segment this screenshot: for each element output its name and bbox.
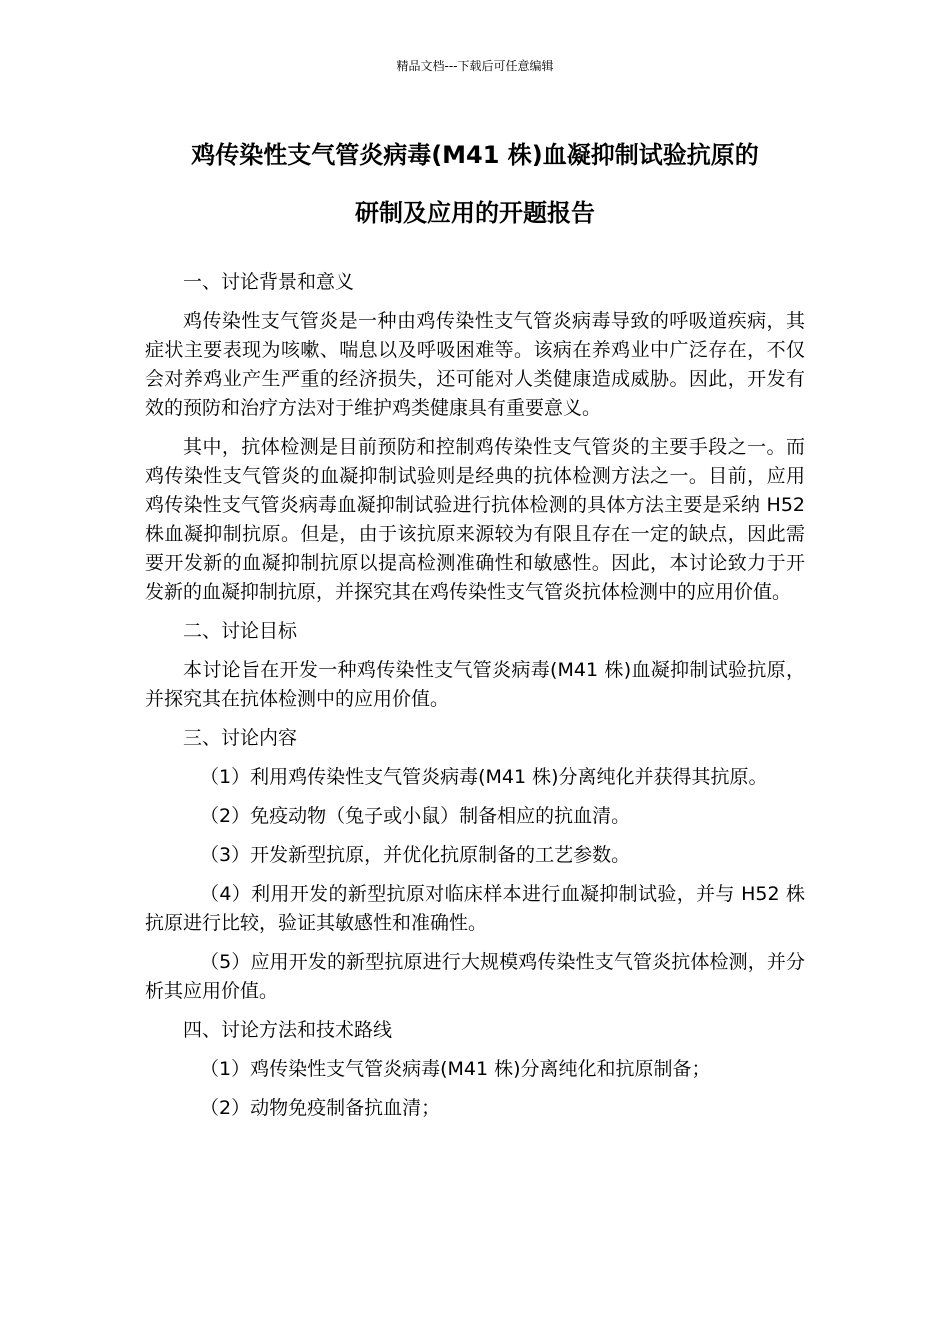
section-heading-content: 三、讨论内容 — [183, 727, 298, 749]
method-item: （1）鸡传染性支气管炎病毒(M41 株)分离纯化和抗原制备； — [200, 1058, 711, 1080]
paragraph-background-2: 其中，抗体检测是目前预防和控制鸡传染性支气管炎的主要手段之一。而鸡传染性支气管炎的血凝抑制试验则是经典的抗体检测方法之一。目前，应用鸡传染性支气管炎病毒血凝抑制试验进行抗体检测的具体方法主要是采纳 H52 株血凝抑制抗原。但是，由于该抗原来源较为有限且存在一定的缺点，因此需要开发新的血凝抑制抗原以提高检测准确性和敏感性。因此，本讨论致力于开发新的血凝抑制抗原，并探究其在鸡传染性支气管炎抗体检测中的应用价值。 — [145, 436, 805, 603]
section-heading-background: 一、讨论背景和意义 — [183, 271, 355, 293]
paragraph-background-1: 鸡传染性支气管炎是一种由鸡传染性支气管炎病毒导致的呼吸道疾病，其症状主要表现为咳嗽、喘息以及呼吸困难等。该病在养鸡业中广泛存在，不仅会对养鸡业产生严重的经济损失，还可能对人类健康造成威胁。因此，开发有效的预防和治疗方法对于维护鸡类健康具有重要意义。 — [145, 310, 805, 419]
paragraph-objective: 本讨论旨在开发一种鸡传染性支气管炎病毒(M41 株)血凝抑制试验抗原，并探究其在抗体检测中的应用价值。 — [145, 659, 805, 710]
method-item: （2）动物免疫制备抗血清； — [200, 1097, 441, 1119]
page-header-note: 精品文档---下载后可任意编辑 — [396, 59, 554, 73]
document-title-line-2: 研制及应用的开题报告 — [355, 199, 595, 227]
content-item: （3）开发新型抗原，并优化抗原制备的工艺参数。 — [200, 844, 631, 866]
content-item: （4）利用开发的新型抗原对临床样本进行血凝抑制试验，并与 H52 株抗原进行比较，验证其敏感性和准确性。 — [145, 883, 805, 934]
content-item: （5）应用开发的新型抗原进行大规模鸡传染性支气管炎抗体检测，并分析其应用价值。 — [145, 951, 805, 1002]
content-item: （2）免疫动物（兔子或小鼠）制备相应的抗血清。 — [200, 805, 631, 827]
document-title-line-1: 鸡传染性支气管炎病毒(M41 株)血凝抑制试验抗原的 — [191, 141, 759, 169]
content-item: （1）利用鸡传染性支气管炎病毒(M41 株)分离纯化并获得其抗原。 — [200, 766, 768, 788]
document-body — [145, 268, 805, 1133]
section-heading-methods: 四、讨论方法和技术路线 — [183, 1019, 393, 1041]
section-heading-objective: 二、讨论目标 — [183, 620, 298, 642]
